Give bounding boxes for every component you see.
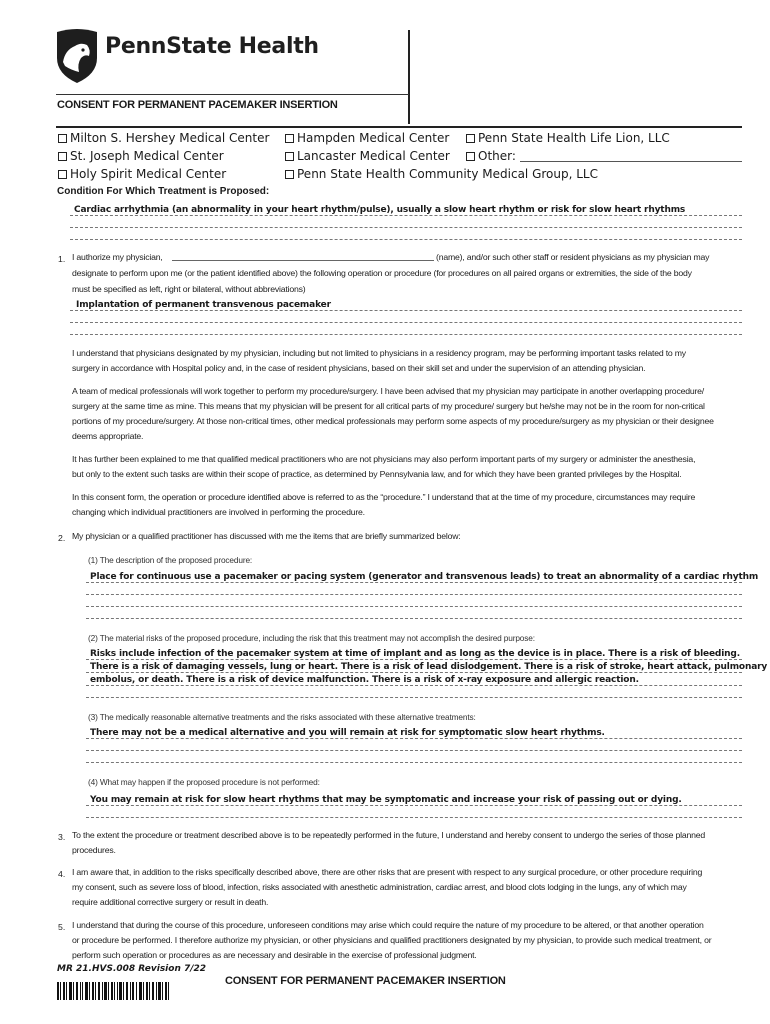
answer-line bbox=[86, 606, 742, 607]
authorize-text: must be specified as left, right or bilateral, without abbreviations) bbox=[72, 284, 306, 294]
checkbox-icon[interactable] bbox=[466, 152, 475, 161]
header-divider-horizontal bbox=[56, 94, 409, 95]
risks-answer-line-1: Risks include infection of the pacemaker system at time of implant and as long as the device is in place. There is a risk of bleeding. bbox=[90, 649, 740, 659]
answer-line bbox=[86, 618, 742, 619]
condition-value: Cardiac arrhythmia (an abnormality in your heart rhythm/pulse), usually a slow heart rhythm or risk for slow heart rhythms bbox=[74, 205, 686, 215]
description-question: (1) The description of the proposed procedure: bbox=[88, 555, 253, 565]
checkbox-icon[interactable] bbox=[285, 134, 294, 143]
paragraph-procedure-definition: In this consent form, the operation or procedure identified above is referred to as the “procedure.” I understand that at the time of my procedure, circumstances may require changing which individual practitioners are involved in performing the procedure. bbox=[72, 492, 696, 517]
paragraph-repeated-procedures: To the extent the procedure or treatment described above is to be repeatedly performed in the future, I understand and hereby consent to undergo the series of those planned procedures. bbox=[72, 830, 706, 855]
alternatives-answer: There may not be a medical alternative and you will remain at risk for symptomatic slow heart rhythms. bbox=[90, 728, 605, 738]
physician-name-field[interactable] bbox=[172, 260, 434, 261]
authorize-text-start: I authorize my physician, bbox=[72, 252, 163, 262]
condition-label: Condition For Which Treatment is Proposed: bbox=[57, 186, 270, 197]
section-number: 3. bbox=[58, 832, 66, 842]
checkbox-icon[interactable] bbox=[58, 170, 67, 179]
answer-line bbox=[86, 805, 742, 806]
section-number: 5. bbox=[58, 922, 66, 932]
answer-line bbox=[86, 582, 742, 583]
form-title: CONSENT FOR PERMANENT PACEMAKER INSERTION bbox=[57, 99, 338, 111]
paragraph-residency: I understand that physicians designated by my physician, including but not limited to physicians in a residency program, may be performing important tasks related to my surgery in accordance with Hospital policy and, in the case of resident physicians, based on their skill set and under the supervision of an attending physician. bbox=[72, 348, 686, 373]
procedure-value: Implantation of permanent transvenous pacemaker bbox=[76, 300, 331, 310]
footer-title: CONSENT FOR PERMANENT PACEMAKER INSERTION bbox=[225, 975, 506, 987]
shield-logo-icon bbox=[55, 28, 99, 84]
checkbox-icon[interactable] bbox=[285, 152, 294, 161]
answer-line bbox=[86, 659, 742, 660]
risks-answer-line-2: There is a risk of damaging vessels, lung or heart. There is a risk of lead dislodgement. There is a risk of stroke, heart attack, pulmonary bbox=[90, 662, 768, 672]
facility-option-other[interactable]: Other: bbox=[466, 149, 742, 163]
not-performed-question: (4) What may happen if the proposed procedure is not performed: bbox=[88, 777, 320, 787]
answer-line bbox=[86, 672, 742, 673]
alternatives-question: (3) The medically reasonable alternative treatments and the risks associated with these alternative treatments: bbox=[88, 712, 476, 722]
facility-option-st-joseph[interactable]: St. Joseph Medical Center bbox=[58, 149, 224, 163]
not-performed-answer: You may remain at risk for slow heart rhythms that may be symptomatic and increase your risk of passing out or dying. bbox=[90, 795, 682, 805]
facility-option-hampden[interactable]: Hampden Medical Center bbox=[285, 131, 449, 145]
section-number: 4. bbox=[58, 869, 66, 879]
checkbox-icon[interactable] bbox=[466, 134, 475, 143]
condition-line bbox=[70, 239, 742, 240]
answer-line bbox=[86, 750, 742, 751]
answer-line bbox=[86, 697, 742, 698]
title-rule bbox=[56, 126, 742, 128]
description-answer: Place for continuous use a pacemaker or pacing system (generator and transvenous leads) to treat an abnormality of a cardiac rhythm bbox=[90, 572, 759, 582]
brand-name: PennState Health bbox=[105, 34, 319, 59]
paragraph-unforeseen-conditions: I understand that during the course of this procedure, unforeseen conditions may arise which could require the nature of my procedure to be altered, or that another operation or procedure be performed. I therefore authorize my physician, or other physicians and qualified practitioners designated by my physician, to provide such medical treatment, or perform such operation or procedures as are necessary and desirable in the exercise of professional judgment. bbox=[72, 920, 712, 960]
answer-line bbox=[86, 817, 742, 818]
facility-option-lancaster[interactable]: Lancaster Medical Center bbox=[285, 149, 450, 163]
paragraph-overlapping-surgery: A team of medical professionals will work together to perform my procedure/surgery. I have been advised that my physician may participate in another overlapping procedure/ surgery at the same time as mine. This means that my physician will be present for all critical parts of my procedure/ surgery but he/she may not be in the room for non-critical portions of my procedure/surgery. At those non-critical times, other medical professionals may perform some aspects of my procedure/surgery as my physician or their designee deems appropriate. bbox=[72, 386, 714, 441]
answer-line bbox=[86, 762, 742, 763]
answer-line bbox=[86, 738, 742, 739]
facility-option-hershey[interactable]: Milton S. Hershey Medical Center bbox=[58, 131, 269, 145]
risks-question: (2) The material risks of the proposed procedure, including the risk that this treatment may not accomplish the desired purpose: bbox=[88, 633, 535, 643]
facility-option-community-group[interactable]: Penn State Health Community Medical Group, LLC bbox=[285, 167, 598, 181]
paragraph-other-risks: I am aware that, in addition to the risks specifically described above, there are other risks that are present with respect to any surgical procedure, or other procedure requiring my consent, such as severe loss of blood, infection, risks associated with anesthetic administration, cardiac arrest, and blood clots lodging in the lungs, any of which may require additional corrective surgery or result in death. bbox=[72, 867, 703, 907]
answer-line bbox=[86, 685, 742, 686]
procedure-line bbox=[70, 310, 742, 311]
checkbox-icon[interactable] bbox=[58, 134, 67, 143]
facility-option-holy-spirit[interactable]: Holy Spirit Medical Center bbox=[58, 167, 226, 181]
facility-option-life-lion[interactable]: Penn State Health Life Lion, LLC bbox=[466, 131, 670, 145]
procedure-line bbox=[70, 334, 742, 335]
risks-answer-line-3: embolus, or death. There is a risk of device malfunction. There is a risk of x-ray exposure and allergic reaction. bbox=[90, 675, 639, 685]
other-facility-field[interactable] bbox=[520, 151, 742, 162]
authorize-text-end: (name), and/or such other staff or resident physicians as my physician may bbox=[436, 252, 710, 262]
discussion-intro: My physician or a qualified practitioner has discussed with me the items that are briefly summarized below: bbox=[72, 531, 461, 541]
checkbox-icon[interactable] bbox=[285, 170, 294, 179]
paragraph-practitioners: It has further been explained to me that qualified medical practitioners who are not physicians may also perform important parts of my surgery or administer the anesthesia, but only to the extent such tasks are within their scope of practice, as determined by Pennsylvania law, and for which they have been granted privileges by the Hospital. bbox=[72, 454, 696, 479]
header-divider-vertical bbox=[408, 30, 410, 124]
barcode-icon bbox=[57, 982, 169, 1000]
answer-line bbox=[86, 594, 742, 595]
procedure-line bbox=[70, 322, 742, 323]
section-number: 1. bbox=[58, 254, 66, 264]
condition-line bbox=[70, 215, 742, 216]
section-number: 2. bbox=[58, 533, 66, 543]
form-code: MR 21.HVS.008 Revision 7/22 bbox=[57, 964, 207, 974]
penn-state-health-logo bbox=[55, 28, 319, 88]
checkbox-icon[interactable] bbox=[58, 152, 67, 161]
condition-line bbox=[70, 227, 742, 228]
authorize-text: designate to perform upon me (or the patient identified above) the following operation or procedure (for procedures on all paired organs or extremities, the side of the body bbox=[72, 268, 692, 278]
